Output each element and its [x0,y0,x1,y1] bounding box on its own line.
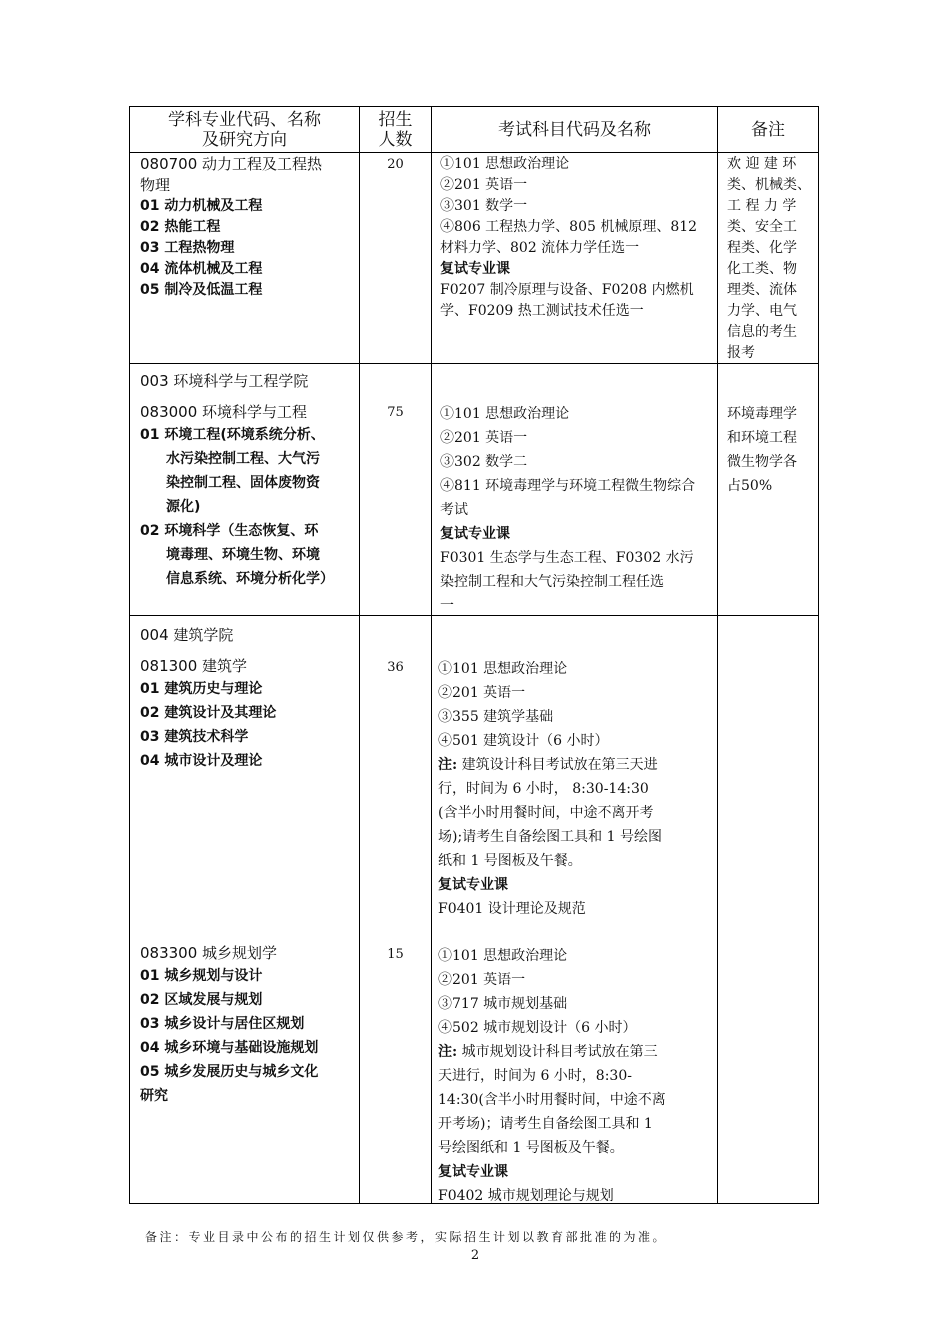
exam-item: ②201 英语一 [438,972,526,988]
retest-item: F0401 设计理论及规范 [438,901,586,917]
direction-item: 02 环境科学（生态恢复、环 [140,523,319,539]
row1-notes [727,154,811,364]
major-name: 080700 动力工程及工程热 [140,155,323,173]
direction-item: 04 城市设计及理论 [140,753,263,769]
row-divider [130,363,818,364]
row2-major [140,371,334,591]
direction-item: 02 建筑设计及其理论 [140,705,277,721]
col-divider [431,107,432,1203]
header-enroll [360,107,431,153]
header-notes: 备注 [751,120,785,140]
row3-major-planning [140,943,318,1108]
direction-item: 04 流体机械及工程 [140,261,263,277]
direction-item: 05 城乡发展历史与城乡文化 [140,1064,319,1080]
row3-major [140,625,276,773]
page-number: 2 [470,1248,480,1263]
exam-item: 材料力学、802 流体力学任选一 [440,240,640,256]
row1-exams [440,154,697,322]
col-divider [359,107,360,1203]
direction-item: 05 制冷及低温工程 [140,282,263,298]
retest-title: 复试专业课 [440,261,510,277]
direction-item: 04 城乡环境与基础设施规划 [140,1040,319,1056]
direction-item-cont: 染控制工程、固体废物资 [166,475,320,491]
note-line: 化工类、物 [727,261,797,277]
note-text: 建筑设计科目考试放在第三天进 [461,757,658,773]
note-text: 城市规划设计科目考试放在第三 [461,1044,658,1060]
direction-item: 03 建筑技术科学 [140,729,249,745]
major-name: 081300 建筑学 [140,657,248,675]
direction-item: 02 热能工程 [140,219,221,235]
row3-exams-architecture [438,657,662,921]
note-line: 欢 迎 建 环 [727,156,797,172]
retest-item: F0402 城市规划理论与规划 [438,1188,614,1204]
retest-title: 复试专业课 [438,1164,508,1180]
note-label: 注: [438,757,458,773]
col-divider [717,107,718,1203]
note-text: 纸和 1 号图板及午餐。 [438,853,582,869]
retest-title: 复试专业课 [438,877,508,893]
header-major-line1: 学科专业代码、名称 [168,110,321,130]
direction-item-cont: 研究 [140,1088,168,1104]
exam-item: ③355 建筑学基础 [438,709,554,725]
exam-item: 考试 [440,502,468,518]
note-line: 信息的考生 [727,324,797,340]
direction-item-cont: 水污染控制工程、大气污 [166,451,320,467]
retest-item: F0207 制冷原理与设备、F0208 内燃机 [440,282,694,298]
direction-item: 03 工程热物理 [140,240,235,256]
note-line: 类、安全工 [727,219,797,235]
direction-item: 01 城乡规划与设计 [140,968,263,984]
retest-item: F0301 生态学与生态工程、F0302 水污 [440,550,694,566]
note-text: 场);请考生自备绘图工具和 1 号绘图 [438,829,662,845]
header-enroll-line1: 招生 [378,110,413,130]
note-text: 开考场)；请考生自备绘图工具和 1 [438,1116,653,1132]
major-name-cont: 物理 [140,176,171,194]
direction-item-cont: 信息系统、环境分析化学） [166,571,334,587]
note-line: 占50% [727,478,773,494]
row3-enroll-architecture: 36 [387,660,404,675]
note-line: 程类、化学 [727,240,797,256]
major-name: 083000 环境科学与工程 [140,403,308,421]
header-major [130,107,359,153]
note-text: (含半小时用餐时间，中途不离开考 [438,805,654,821]
exam-item: ③301 数学一 [440,198,528,214]
college-name: 004 建筑学院 [140,626,234,644]
note-line: 环境毒理学 [727,406,797,422]
direction-item-cont: 源化) [166,499,201,515]
direction-item: 01 环境工程(环境系统分析、 [140,427,325,443]
direction-item: 01 建筑历史与理论 [140,681,263,697]
exam-item: ③302 数学二 [440,454,528,470]
note-line: 和环境工程 [727,430,797,446]
retest-title: 复试专业课 [440,526,510,542]
direction-item: 02 区域发展与规划 [140,992,263,1008]
note-line: 工 程 力 学 [727,198,797,214]
note-text: 14:30(含半小时用餐时间，中途不离 [438,1092,666,1108]
note-label: 注: [438,1044,458,1060]
footer-note: 备注：专业目录中公布的招生计划仅供参考，实际招生计划以教育部批准的为准。 [145,1230,668,1244]
exam-item: ④811 环境毒理学与环境工程微生物综合 [440,478,696,494]
exam-item: ①101 思想政治理论 [438,661,568,677]
college-name: 003 环境科学与工程学院 [140,372,309,390]
retest-item: 染控制工程和大气污染控制工程任选 [440,574,664,590]
direction-item: 03 城乡设计与居住区规划 [140,1016,305,1032]
retest-item: 一 [440,598,454,614]
row2-exams [440,402,695,618]
exam-item: ②201 英语一 [440,177,528,193]
major-name: 083300 城乡规划学 [140,944,278,962]
note-line: 报考 [727,345,755,361]
header-major-line2: 及研究方向 [202,130,287,150]
catalog-table [129,106,819,1204]
retest-item: 学、F0209 热工测试技术任选一 [440,303,644,319]
row2-enroll: 75 [387,405,404,420]
row2-notes [727,402,797,498]
exam-item: ②201 英语一 [440,430,528,446]
note-line: 微生物学各 [727,454,797,470]
note-line: 理类、流体 [727,282,797,298]
exam-item: ①101 思想政治理论 [438,948,568,964]
note-line: 类、机械类、 [727,177,811,193]
exam-item: ②201 英语一 [438,685,526,701]
exam-item: ④806 工程热力学、805 机械原理、812 [440,219,698,235]
row3-exams-planning [438,944,666,1208]
exam-item: ④501 建筑设计（6 小时） [438,733,609,749]
direction-item-cont: 境毒理、环境生物、环境 [166,547,320,563]
row1-enroll: 20 [387,157,404,172]
exam-item: ①101 思想政治理论 [440,406,570,422]
exam-item: ④502 城市规划设计（6 小时） [438,1020,637,1036]
note-text: 天进行，时间为 6 小时，8:30- [438,1068,632,1084]
direction-item: 01 动力机械及工程 [140,198,263,214]
row3-enroll-planning: 15 [387,947,404,962]
header-enroll-line2: 人数 [378,130,413,150]
row1-major [140,154,322,301]
note-line: 力学、电气 [727,303,797,319]
note-text: 号绘图纸和 1 号图板及午餐。 [438,1140,624,1156]
note-text: 行，时间为 6 小时， 8:30-14:30 [438,781,649,797]
exam-item: ①101 思想政治理论 [440,156,570,172]
header-exams: 考试科目代码及名称 [498,120,651,140]
exam-item: ③717 城市规划基础 [438,996,568,1012]
